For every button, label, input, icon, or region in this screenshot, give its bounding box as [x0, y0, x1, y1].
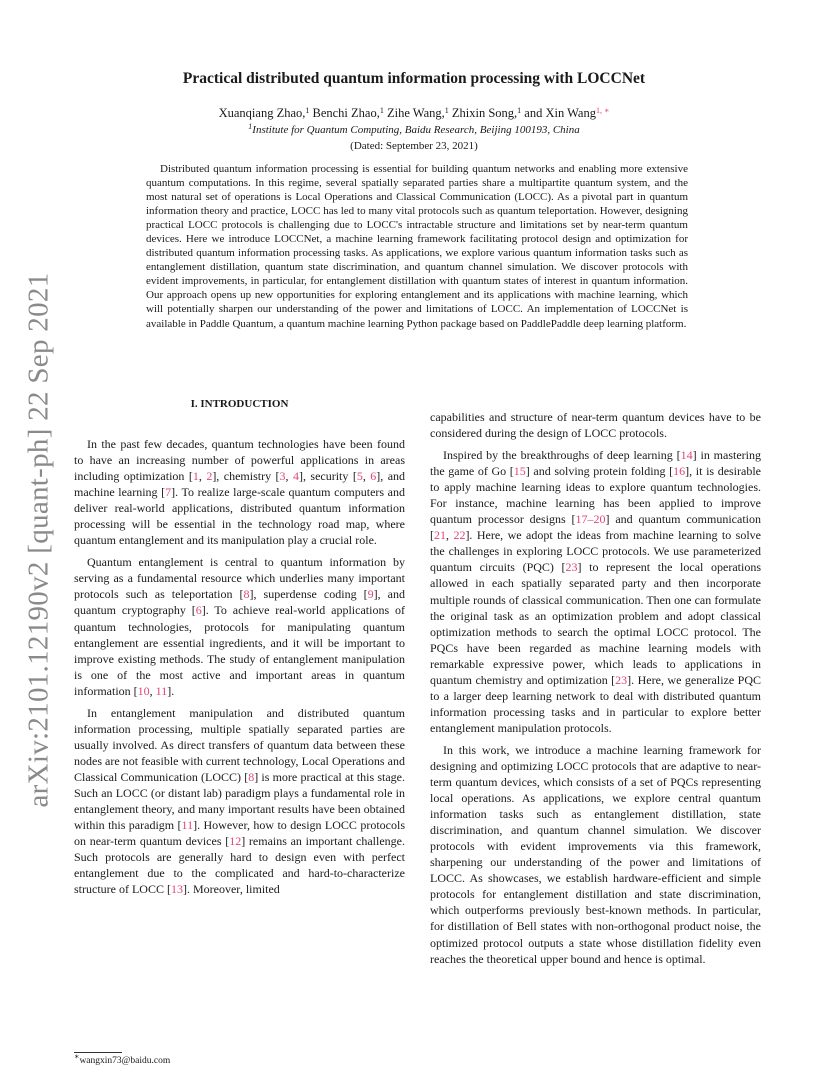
citation-link[interactable]: 2	[206, 469, 213, 484]
citation-link[interactable]: 11	[155, 683, 168, 698]
paragraph-text: ,	[446, 528, 454, 543]
section-heading: I. INTRODUCTION	[190, 398, 289, 410]
author-list	[0, 106, 828, 121]
author-name: Xuanqiang Zhao,	[218, 106, 306, 120]
author-name: and Xin Wang	[524, 106, 596, 120]
affiliation-mark: 1	[305, 106, 310, 115]
citation-link[interactable]: 4	[292, 469, 299, 484]
author-name: Zhixin Song,	[451, 106, 518, 120]
paragraph-text: ]. To achieve real-world applications of quantum technologies, protocols for manipulating quantum entanglement are essential ingredients, and it will be important to improve existing methods. The study of entanglement manipulation is one of the most active and important areas in quantum information [	[74, 603, 405, 698]
footnote-mark: ∗	[74, 1052, 80, 1061]
footnote	[74, 1052, 171, 1066]
paragraph-text: ], and machine learning [	[74, 469, 406, 500]
paragraph-text: ] in mastering the game of Go [	[430, 448, 761, 479]
paragraph-text: ]. However, how to design LOCC protocols on near-term quantum devices [	[74, 818, 405, 849]
arxiv-identifier-text: arXiv:2101.12190v2 [quant-ph] 22 Sep 2021	[22, 272, 55, 808]
right-column	[430, 409, 761, 967]
paragraph-text: ] is more practical at this stage. Such an LOCC (or distant lab) paradigm plays a fundamental role in entanglement theory, and many important results have been obtained within this paradigm [	[74, 769, 405, 833]
citation-link[interactable]: 8	[243, 587, 250, 602]
citation-link[interactable]: 6	[370, 469, 377, 484]
footnote-email: wangxin73@baidu.com	[79, 1056, 171, 1066]
paragraph-text: ,	[198, 469, 207, 484]
paragraph-text: ]. Moreover, limited	[182, 882, 280, 897]
body-paragraph	[74, 436, 405, 548]
paragraph-text: ] to represent the local operations allowed in each spatially separated party and then incorporate multiple rounds of classical communication. Then one can formulate the original task as an optimization problem and adopt classical optimization methods to search the optimal LOCC protocol. The PQCs have been regarded as machine learning models with remarkable expressive power, which leads to applications in quantum chemistry and optimization [	[430, 560, 761, 687]
citation-link[interactable]: 23	[615, 672, 628, 687]
citation-link[interactable]: 7	[165, 485, 172, 500]
affiliation-mark: 1	[379, 106, 384, 115]
citation-link[interactable]: 8	[248, 769, 255, 784]
paragraph-text: ]. Here, we adopt the ideas from machine learning to solve the challenges in exploring LOCC protocols. We use parameterized quantum circuits (PQC) [	[430, 528, 762, 575]
body-paragraph	[74, 554, 405, 698]
citation-link[interactable]: 14	[680, 448, 693, 463]
left-paragraphs	[74, 436, 405, 897]
body-paragraph	[430, 447, 761, 736]
paragraph-text: ] remains an important challenge. Such protocols are generally hard to design even with perfect entanglement due to the complicated and hard-to-characterize structure of LOCC [	[74, 834, 405, 897]
affiliation-mark: 1	[517, 106, 522, 115]
citation-link[interactable]: 13	[170, 882, 183, 897]
citation-link[interactable]: 9	[367, 587, 374, 602]
paragraph-text: ].	[167, 683, 175, 698]
corresponding-author-link[interactable]: 1, ∗	[595, 106, 610, 115]
paragraph-text: ], it is desirable to apply machine learning ideas to explore quantum technologies. For instance, machine learning has been applied to improve quantum processor designs [	[430, 464, 762, 527]
citation-link[interactable]: 22	[453, 528, 466, 543]
paragraph-text: ,	[362, 469, 371, 484]
paragraph-text: ] and quantum communication [	[430, 512, 761, 543]
arxiv-identifier	[14, 270, 64, 810]
paragraph-text: In the past few decades, quantum technologies have been found to have an increasing number of powerful applications in areas including optimization [	[74, 437, 405, 484]
citation-link[interactable]: 3	[279, 469, 286, 484]
affiliation-mark: 1	[248, 122, 253, 131]
citation-link[interactable]: 21	[434, 528, 446, 543]
citation-link[interactable]: 23	[565, 560, 578, 575]
author-name: Zihe Wang,	[386, 106, 445, 120]
citation-link[interactable]: 5	[356, 469, 363, 484]
paragraph-text: ]. Here, we generalize PQC to a larger deep learning network to deal with distributed quantum information processing tasks and in particular to explore better entanglement manipulation protocols.	[430, 672, 761, 735]
body-paragraph	[74, 705, 405, 898]
paragraph-text: Inspired by the breakthroughs of deep learning [	[443, 448, 681, 463]
paragraph-text: ]. To realize large-scale quantum computers and deliver real-world applications, distributed quantum information processing will be essential in the technology road map, where quantum entanglement and its manipulation play a crucial role.	[74, 485, 405, 548]
citation-link[interactable]: 1	[192, 469, 199, 484]
paragraph-text: ] and solving protein folding [	[525, 464, 674, 479]
paragraph-text: ,	[285, 469, 293, 484]
paragraph-text: ], chemistry [	[212, 469, 280, 484]
footnote-rule	[74, 1052, 122, 1053]
left-column	[74, 396, 405, 897]
affiliation-mark: 1	[444, 106, 449, 115]
citation-link[interactable]: 15	[513, 464, 526, 479]
paragraph-text: In this work, we introduce a machine learning framework for designing and optimizing LOCC protocols that are adaptive to near-term quantum devices, which consists of a set of PQCs representing local operations. As applications, we explore central quantum information tasks such as entanglement distillation, state discrimination, and quantum channel simulation. We discover protocols with evident improvements via this framework, sharpening our understanding of the power and limitations of LOCC. As showcases, we establish hardware-efficient and simple protocols for entanglement distillation and state discrimination, which outperforms previously best-known methods. In particular, for distillation of Bell states with non-orthogonal product noise, the optimized protocol outputs a state whose distillation fidelity even reaches the theoretical upper bound and hence is optimal.	[430, 742, 761, 966]
author-name: Benchi Zhao,	[312, 106, 380, 120]
body-paragraph	[430, 742, 761, 967]
paragraph-text: Quantum entanglement is central to quantum information by serving as a fundamental resource which underlies many important protocols such as teleportation [	[74, 555, 405, 602]
paragraph-text: ], security [	[298, 469, 357, 484]
citation-link[interactable]: 16	[673, 464, 686, 479]
body-paragraph	[430, 409, 761, 441]
date-line: (Dated: September 23, 2021)	[350, 140, 478, 152]
citation-link[interactable]: 12	[229, 834, 242, 849]
paragraph-text: In entanglement manipulation and distributed quantum information processing, multiple spatially separated parties are usually involved. As direct transfers of quantum data between these nodes are not feasible with current technology, Local Operations and Classical Communication (LOCC) [	[74, 705, 405, 784]
paragraph-text: capabilities and structure of near-term quantum devices have to be considered during the design of LOCC protocols.	[430, 410, 761, 441]
paper-title: Practical distributed quantum information processing with LOCCNet	[182, 70, 646, 87]
affiliation-text: Institute for Quantum Computing, Baidu Research, Beijing 100193, China	[252, 124, 580, 136]
abstract: Distributed quantum information processing is essential for building quantum networks and enabling more extensive quantum computations. In this regime, several spatially separated parties share a multipartite quantum system, and the most natural set of operations is Local Operations and Classical Communication (LOCC). As a pivotal part in quantum information theory and practice, LOCC has led to many vital protocols such as quantum teleportation. However, designing practical LOCC protocols is challenging due to LOCC's intractable structure and limitations set by near-term quantum devices. Here we introduce LOCCNet, a machine learning framework facilitating protocol design and optimization for distributed quantum information processing tasks. As applications, we explore various quantum information tasks such as entanglement distillation, quantum state discrimination, and quantum channel simulation. We discover protocols with evident improvements, in particular, for entanglement distillation with quantum states of interest in quantum information. Our approach opens up new opportunities for exploring entanglement and its applications with machine learning, which will potentially sharpen our understanding of the power and limitations of LOCC. An implementation of LOCCNet is available in Paddle Quantum, a quantum machine learning Python package based on PaddlePaddle deep learning platform.	[146, 163, 688, 330]
paragraph-text: ,	[149, 683, 156, 698]
paragraph-text: ], and quantum cryptography [	[74, 587, 405, 618]
citation-link[interactable]: 10	[137, 683, 150, 698]
paragraph-text: ], superdense coding [	[249, 587, 368, 602]
right-paragraphs	[430, 409, 761, 967]
citation-link[interactable]: 11	[181, 818, 194, 833]
affiliation	[0, 124, 828, 136]
citation-link[interactable]: 17–20	[575, 512, 606, 527]
citation-link[interactable]: 6	[195, 603, 202, 618]
